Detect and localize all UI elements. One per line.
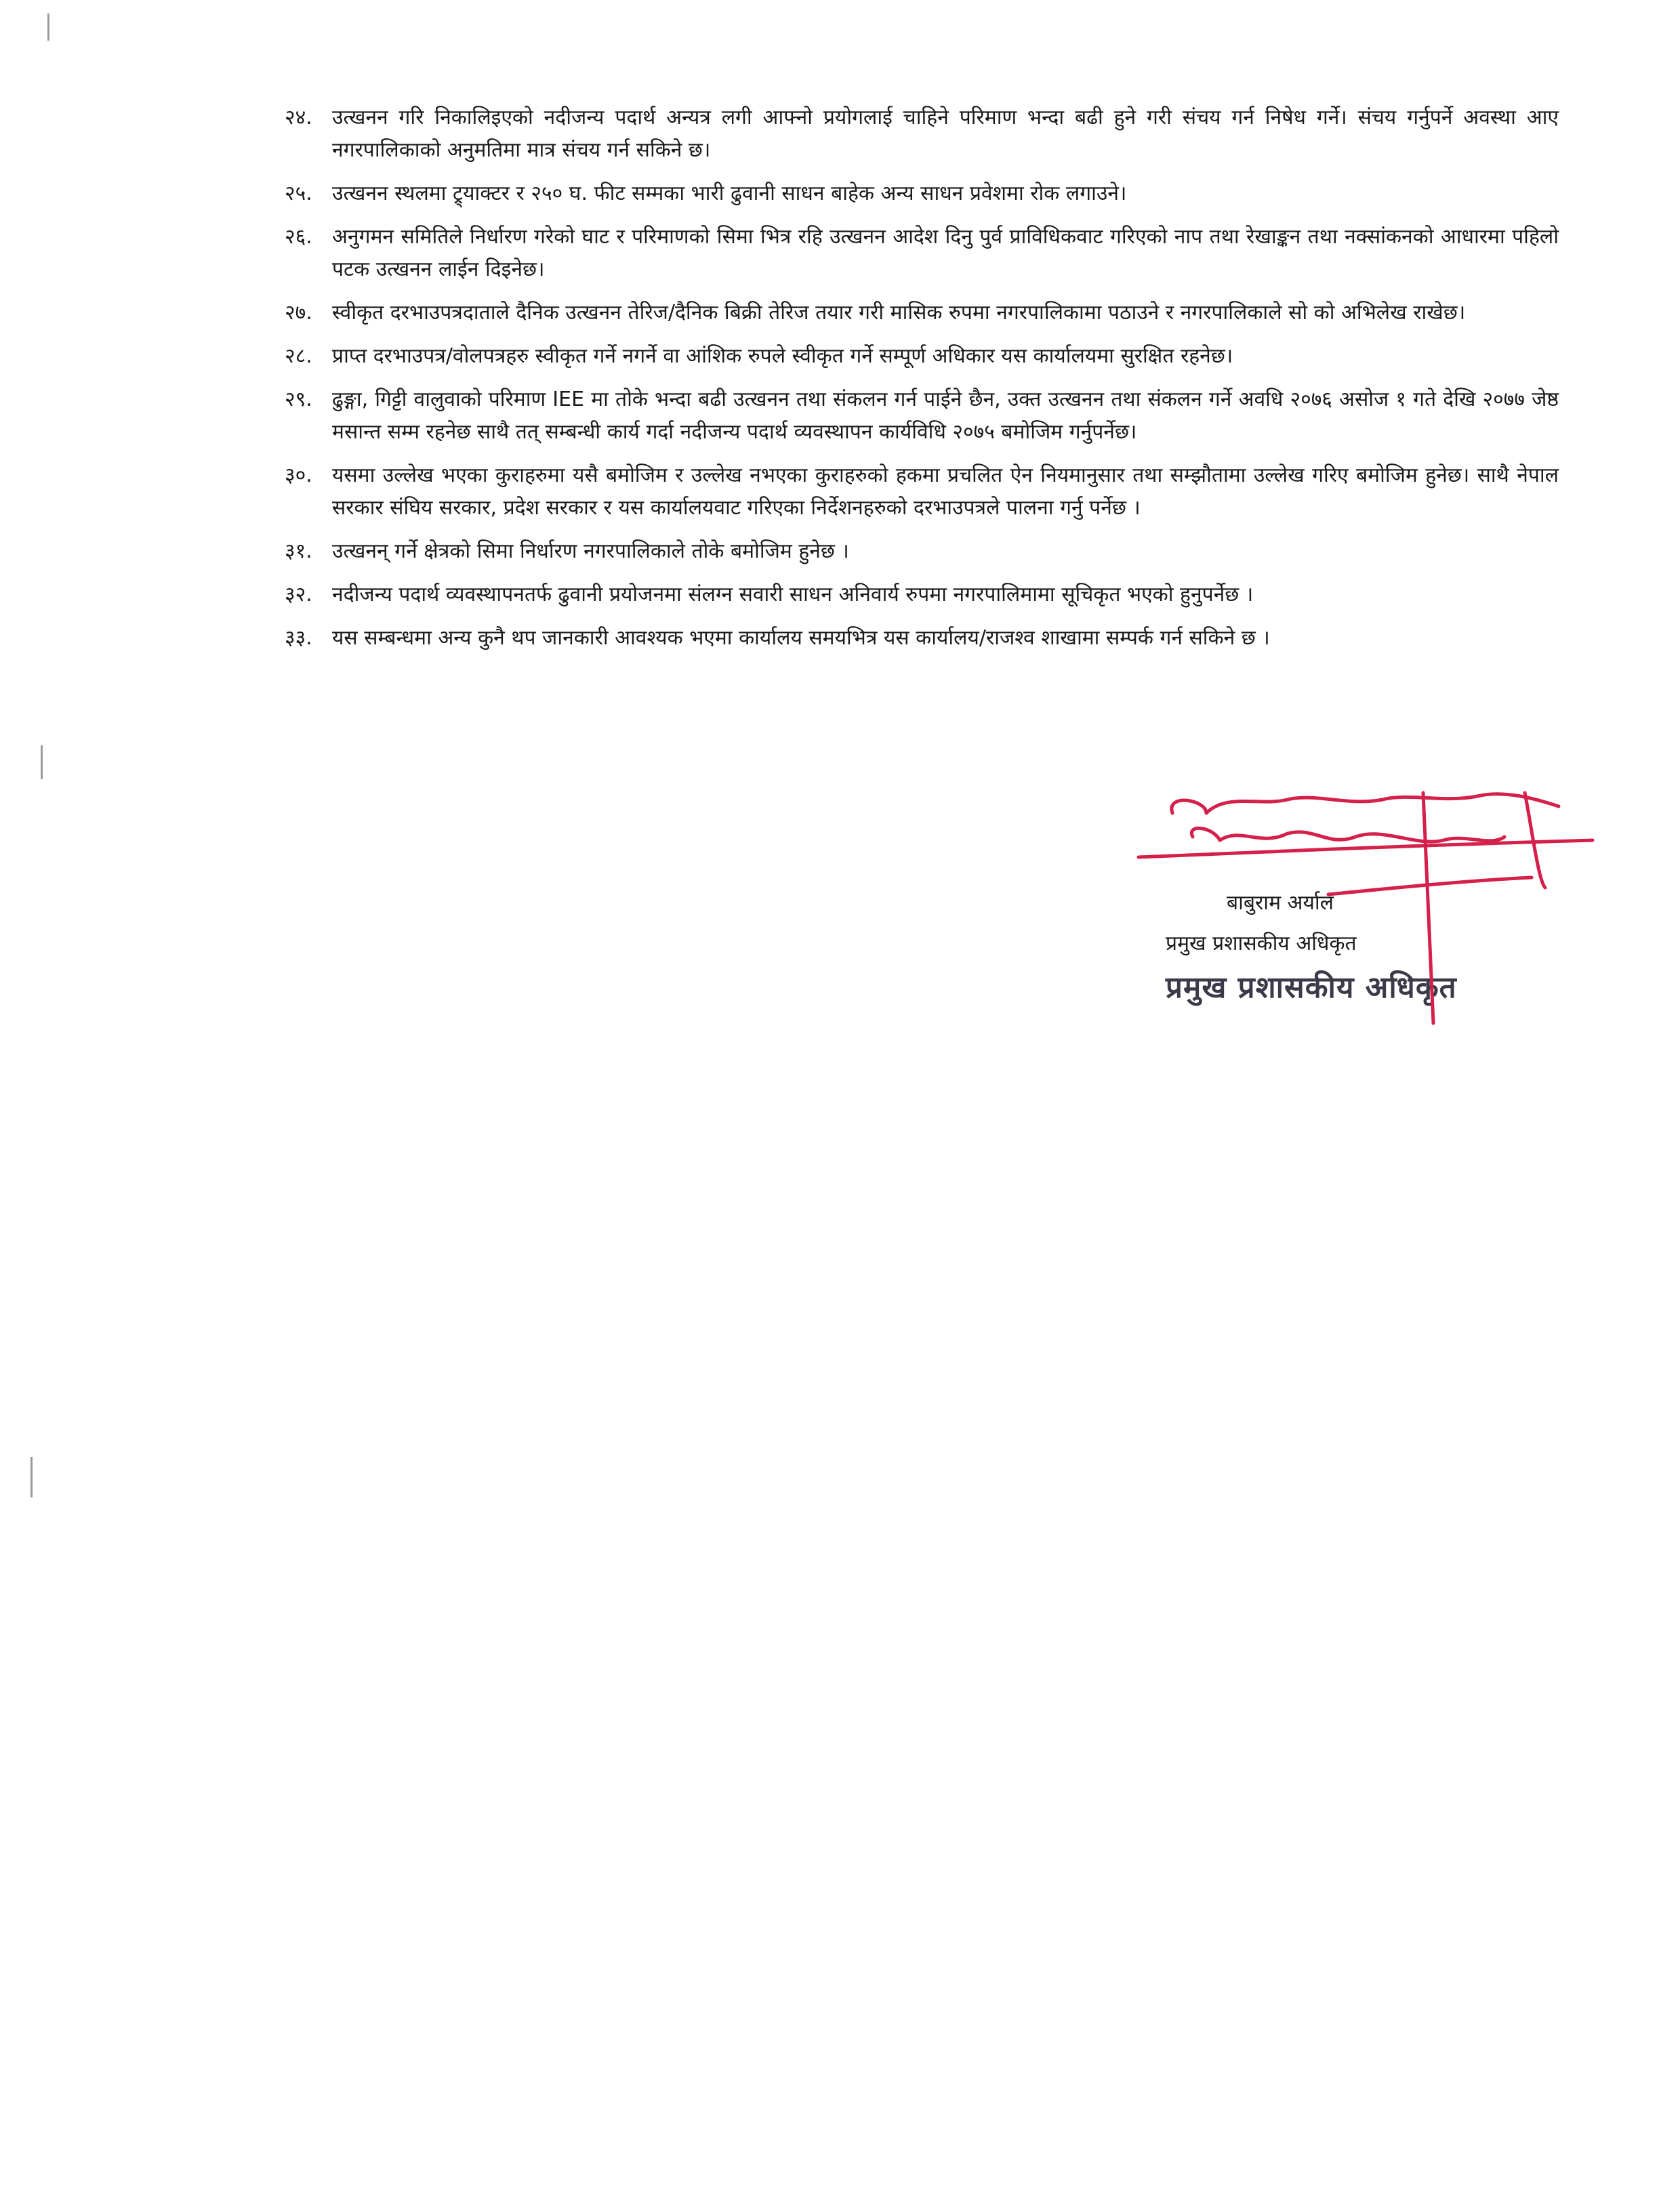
clause-item <box>285 340 1559 373</box>
clause-list <box>285 102 1559 665</box>
clause-text: अनुगमन समितिले निर्धारण गरेको घाट र परिमाणको सिमा भित्र रहि उत्खनन आदेश दिनु पुर्व प्राविधिकवाट गरिएको नाप तथा रेखाङ्कन तथा नक्सांकनको आधारमा पहिलो पटक उत्खनन लाईन दिइनेछ। <box>332 225 1559 281</box>
clause-number: ३१. <box>285 539 312 563</box>
scan-mark <box>41 745 43 779</box>
clause-text: यसमा उल्लेख भएका कुराहरुमा यसै बमोजिम र उल्लेख नभएका कुराहरुको हकमा प्रचलित ऐन नियमानुसार तथा सम्झौतामा उल्लेख गरिए बमोजिम हुनेछ। साथै नेपाल सरकार संघिय सरकार, प्रदेश सरकार र यस कार्यालयवाट गरिएका निर्देशनहरुको दरभाउपत्रले पालना गर्नु पर्नेछ । <box>332 463 1559 520</box>
signatory-name: बाबुराम अर्याल <box>1227 891 1334 915</box>
clause-number: ३२. <box>285 583 312 606</box>
clause-number: २५. <box>285 182 312 205</box>
clause-number: २७. <box>285 301 312 325</box>
scan-mark <box>30 1457 33 1498</box>
clause-number: ३०. <box>285 463 312 487</box>
official-stamp: प्रमुख प्रशासकीय अधिकृत <box>1166 970 1457 1005</box>
clause-text: नदीजन्य पदार्थ व्यवस्थापनतर्फ ढुवानी प्रयोजनमा संलग्न सवारी साधन अनिवार्य रुपमा नगरपालिमामा सूचिकृत भएको हुनुपर्नेछ । <box>332 583 1254 606</box>
clause-item <box>285 178 1559 210</box>
handwritten-signature <box>1125 786 1599 1037</box>
clause-number: २९. <box>285 388 312 411</box>
clause-number: २४. <box>285 106 312 129</box>
clause-text: ढुङ्गा, गिट्टी वालुवाको परिमाण IEE मा तोके भन्दा बढी उत्खनन तथा संकलन गर्न पाईने छैन, उक्त उत्खनन तथा संकलन गर्ने अवधि २०७६ असोज १ गते देखि २०७७ जेष्ठ मसान्त सम्म रहनेछ साथै तत् सम्बन्धी कार्य गर्दा नदीजन्य पदार्थ व्यवस्थापन कार्यविधि २०७५ बमोजिम गर्नुपर्नेछ। <box>332 388 1559 444</box>
clause-item <box>285 384 1559 449</box>
scan-mark <box>47 14 49 41</box>
clause-text: प्राप्त दरभाउपत्र/वोलपत्रहरु स्वीकृत गर्ने नगर्ने वा आंशिक रुपले स्वीकृत गर्ने सम्पूर्ण अधिकार यस कार्यालयमा सुरक्षित रहनेछ। <box>332 344 1233 368</box>
clause-item <box>285 535 1559 568</box>
signature-block <box>1125 786 1599 1037</box>
clause-item <box>285 221 1559 286</box>
clause-text: यस सम्बन्धमा अन्य कुनै थप जानकारी आवश्यक भएमा कार्यालय समयभित्र यस कार्यालय/राजश्व शाखामा सम्पर्क गर्न सकिने छ । <box>332 626 1270 650</box>
clause-text: उत्खनन् गर्ने क्षेत्रको सिमा निर्धारण नगरपालिकाले तोके बमोजिम हुनेछ । <box>332 539 849 563</box>
clause-text: उत्खनन गरि निकालिइएको नदीजन्य पदार्थ अन्यत्र लगी आफ्नो प्रयोगलाई चाहिने परिमाण भन्दा बढी हुने गरी संचय गर्न निषेध गर्ने। संचय गर्नुपर्ने अवस्था आए नगरपालिकाको अनुमतिमा मात्र संचय गर्न सकिने छ। <box>332 106 1559 162</box>
clause-number: २६. <box>285 225 312 249</box>
clause-text: उत्खनन स्थलमा ट्र्याक्टर र २५० घ. फीट सम्मका भारी ढुवानी साधन बाहेक अन्य साधन प्रवेशमा रोक लगाउने। <box>332 182 1127 205</box>
signature-ink <box>1139 793 1593 1023</box>
clause-item <box>285 297 1559 329</box>
clause-number: ३३. <box>285 626 312 650</box>
clause-item <box>285 622 1559 655</box>
clause-item <box>285 579 1559 611</box>
signatory-title: प्रमुख प्रशासकीय अधिकृत <box>1166 932 1357 955</box>
clause-text: स्वीकृत दरभाउपत्रदाताले दैनिक उत्खनन तेरिज/दैनिक बिक्री तेरिज तयार गरी मासिक रुपमा नगरपालिकामा पठाउने र नगरपालिकाले सो को अभिलेख राखेछ। <box>332 301 1466 325</box>
clause-item <box>285 459 1559 524</box>
clause-number: २८. <box>285 344 312 368</box>
clause-item <box>285 102 1559 167</box>
